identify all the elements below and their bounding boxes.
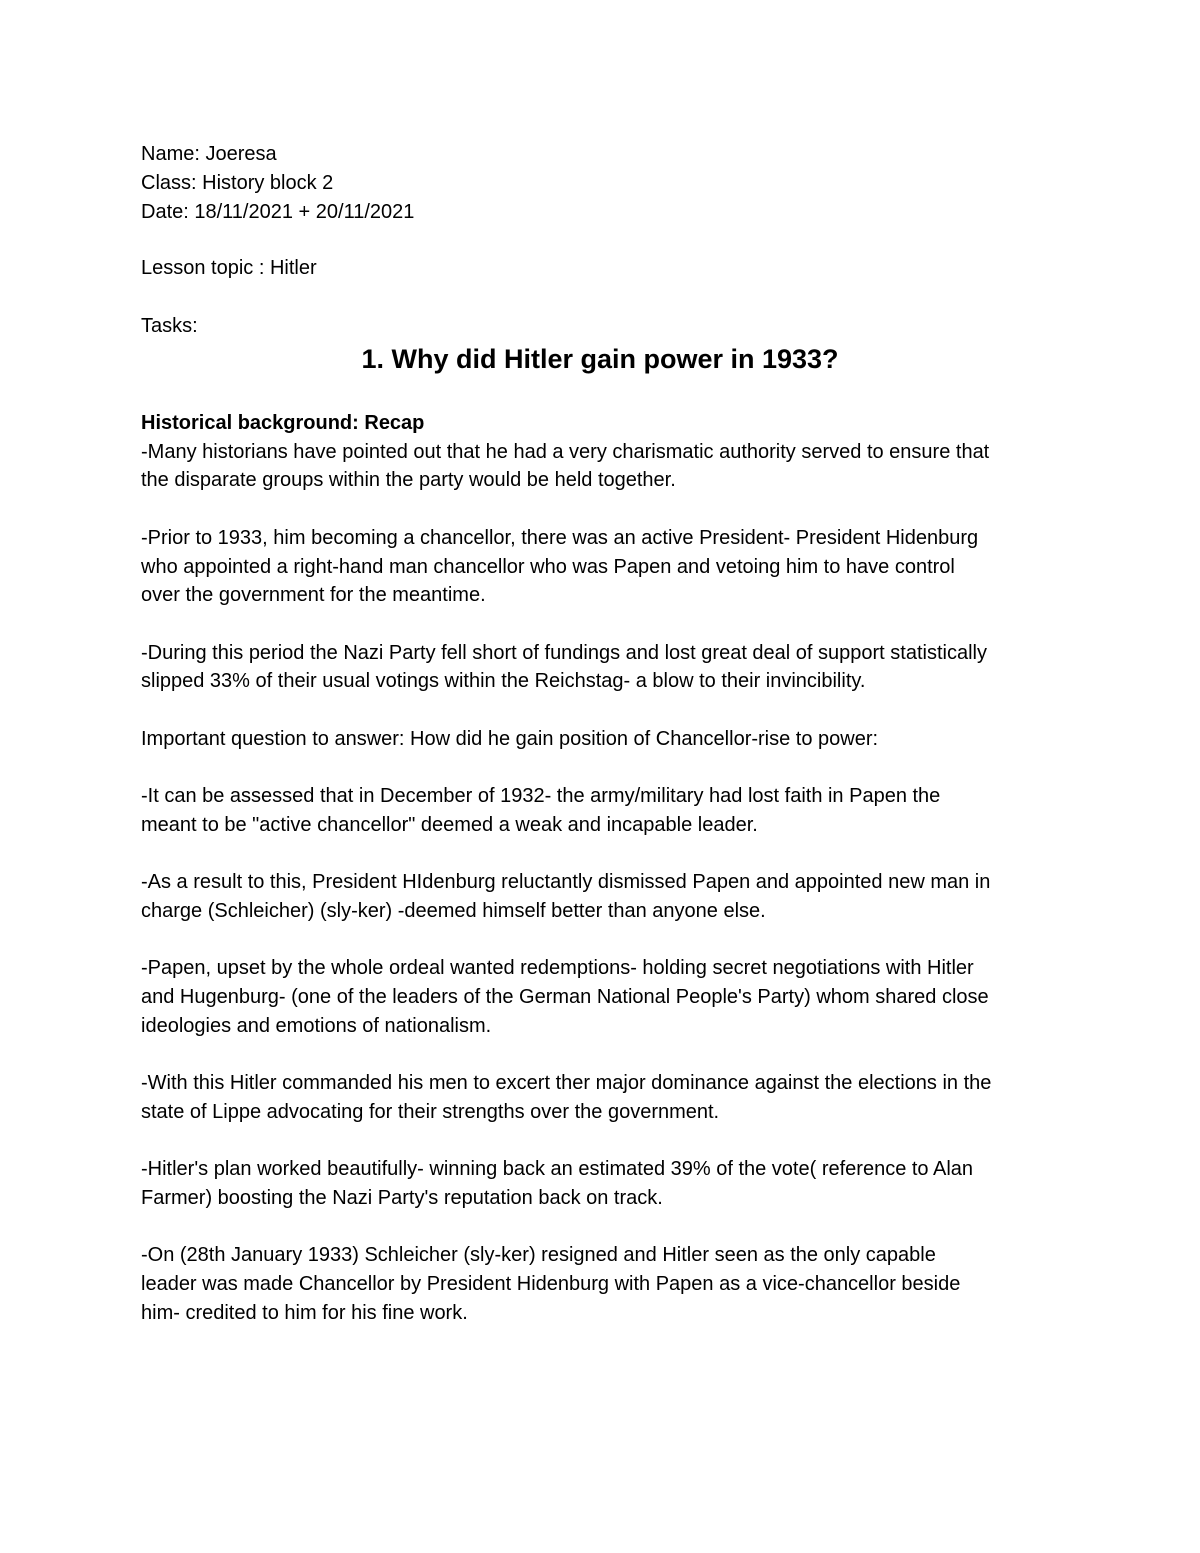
paragraph: -It can be assessed that in December of 1932- the army/military had lost faith in Papen the meant to be "active chancellor" deemed a weak and incapable leader. xyxy=(141,785,941,836)
paragraph: -Papen, upset by the whole ordeal wanted redemptions- holding secret negotiations with Hitler and Hugenburg- (one of the leaders of the German National People's Party) whom shared close ideologies and emotions of nationalism. xyxy=(141,957,989,1037)
paragraph: -Prior to 1933, him becoming a chancellor, there was an active President- President Hidenburg who appointed a right-hand man chancellor who was Papen and vetoing him to have control over the government for the meantime. xyxy=(141,526,979,607)
paragraph: -As a result to this, President HIdenburg reluctantly dismissed Papen and appointed new man in charge (Schleicher) (sly-ker) -deemed himself better than anyone else. xyxy=(141,871,991,922)
paragraph: -During this period the Nazi Party fell short of fundings and lost great deal of support statistically slipped 33% of their usual votings within the Reichstag- a blow to their invincibility. xyxy=(141,641,987,693)
paragraph: -On (28th January 1933) Schleicher (sly-ker) resigned and Hitler seen as the only capable leader was made Chancellor by President Hidenburg with Papen as a vice-chancellor beside him- credited to him for his fine work. xyxy=(141,1244,961,1324)
paragraph: -Hitler's plan worked beautifully- winning back an estimated 39% of the vote( reference to Alan Farmer) boosting the Nazi Party's reputation back on track. xyxy=(141,1158,974,1209)
lesson-topic: Lesson topic : Hitler xyxy=(141,257,317,279)
class-line: Class: History block 2 xyxy=(141,172,334,194)
question-heading: 1. Why did Hitler gain power in 1933? xyxy=(361,344,839,374)
paragraph: -Many historians have pointed out that he had a very charismatic authority served to ensure that the disparate groups within the party would be held together. xyxy=(141,440,990,492)
section-subheading: Historical background: Recap xyxy=(141,412,425,434)
paragraph: Important question to answer: How did he gain position of Chancellor-rise to power: xyxy=(141,727,879,750)
answer-body xyxy=(141,409,1081,1356)
tasks-label: Tasks: xyxy=(141,315,198,337)
paragraph: -With this Hitler commanded his men to excert ther major dominance against the elections in the state of Lippe advocating for their strengths over the government. xyxy=(141,1072,992,1123)
student-name: Name: Joeresa xyxy=(141,143,277,165)
date-line: Date: 18/11/2021 + 20/11/2021 xyxy=(141,201,415,223)
